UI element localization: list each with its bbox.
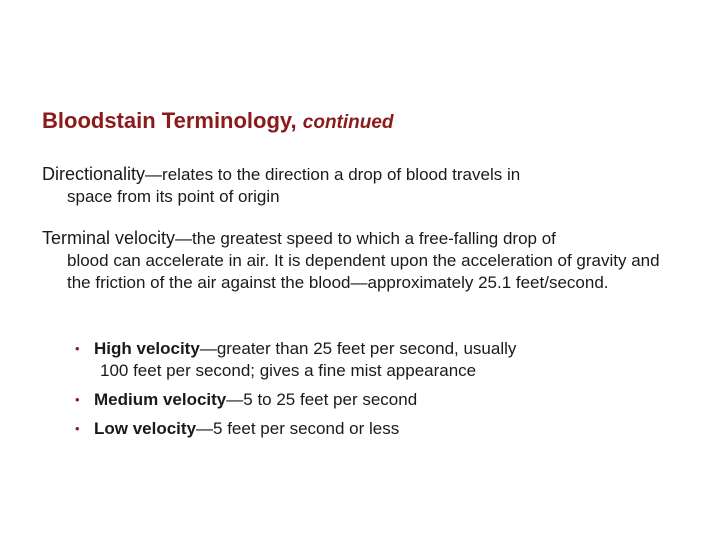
- title-subtitle: continued: [302, 112, 394, 133]
- bullet-low-velocity: [70, 418, 670, 440]
- bullet-term: Medium velocity: [94, 390, 227, 409]
- definition-continuation: space from its point of origin: [67, 187, 280, 206]
- definition-term: Terminal velocity: [42, 228, 176, 248]
- title-main: Bloodstain Terminology,: [42, 108, 297, 133]
- definition-directionality: [42, 163, 682, 208]
- bullet-text: —greater than 25 feet per second, usually: [199, 339, 517, 358]
- bullet-icon: •: [75, 392, 80, 407]
- definition-continuation: blood can accelerate in air. It is dependent upon the acceleration of gravity and the friction of the air against the blood—approximately 25.1 feet/second.: [67, 251, 660, 292]
- bullet-term: Low velocity: [94, 419, 197, 438]
- bullet-text: —5 feet per second or less: [196, 419, 400, 438]
- bullet-term: High velocity: [94, 339, 200, 358]
- definition-text: —relates to the direction a drop of blood travels in: [145, 165, 521, 184]
- bullet-icon: •: [75, 421, 80, 436]
- velocity-bullet-list: [70, 338, 670, 447]
- slide-title: [42, 108, 394, 134]
- bullet-text: —5 to 25 feet per second: [226, 390, 418, 409]
- bullet-wrap-text: 100 feet per second; gives a fine mist appearance: [100, 361, 477, 380]
- definition-text: —the greatest speed to which a free-falling drop of: [175, 229, 556, 248]
- bullet-icon: •: [75, 341, 80, 356]
- definition-terminal-velocity: [42, 227, 682, 294]
- bullet-medium-velocity: [70, 389, 670, 411]
- bullet-high-velocity: [70, 338, 670, 382]
- definition-term: Directionality: [42, 164, 146, 184]
